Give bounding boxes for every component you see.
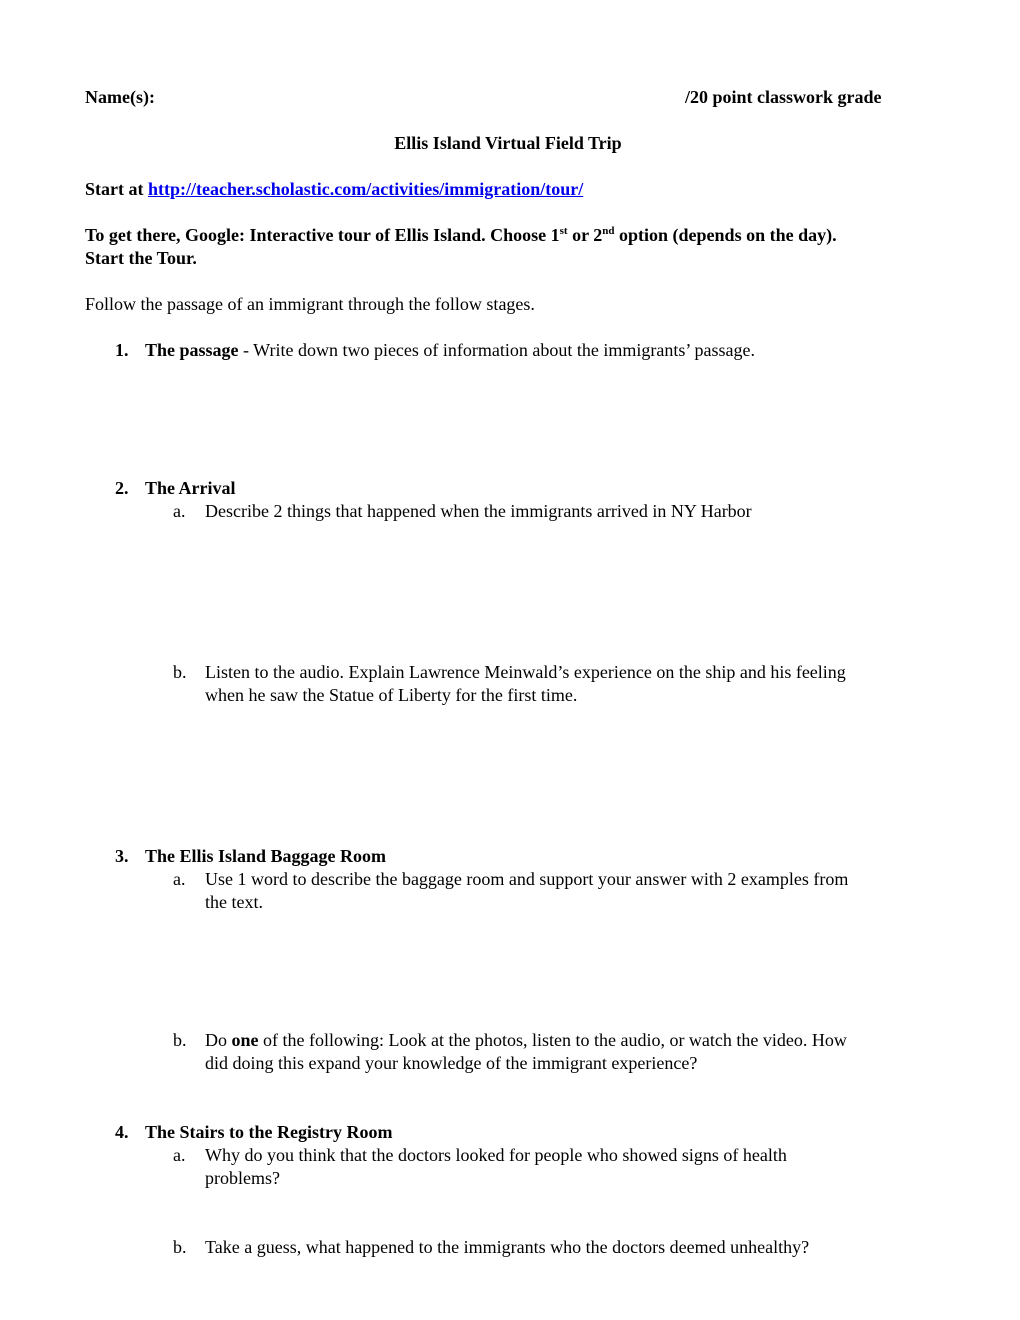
sub-text: Take a guess, what happened to the immigrants who the doctors deemed unhealthy? [205,1237,810,1257]
item-2b-continued: when he saw the Statue of Liberty for the first time. [205,685,578,705]
sub-text: of the following: Look at the photos, listen to the audio, or watch the video. How [258,1030,847,1050]
sub-text: Use 1 word to describe the baggage room and support your answer with 2 examples from [205,869,849,889]
item-2 [115,477,236,499]
item-4b [173,1236,809,1258]
page-title: Ellis Island Virtual Field Trip [394,133,622,153]
item-description: - Write down two pieces of information about the immigrants’ passage. [238,340,755,360]
sub-text-emphasis: one [231,1030,259,1050]
sub-text: Listen to the audio. Explain Lawrence Meinwald’s experience on the ship and his feeling [205,662,846,682]
sub-text-pre: Do [205,1030,232,1050]
instructions-text-3: option (depends on the day). [614,225,837,245]
item-4 [115,1121,392,1143]
item-number: 1. [115,340,129,360]
item-number: 3. [115,846,129,866]
item-4a [173,1144,787,1166]
item-title: The passage [145,340,239,360]
sub-letter: b. [173,1237,187,1257]
sub-letter: b. [173,662,187,682]
item-3a [173,868,848,890]
item-2a [173,500,752,522]
tour-link[interactable]: http://teacher.scholastic.com/activities/immigration/tour/ [147,179,584,199]
item-3b [173,1029,847,1051]
grade-label: /20 point classwork grade [685,87,882,107]
item-1 [115,339,755,361]
intro-text: Follow the passage of an immigrant through the follow stages. [85,294,535,314]
item-title: The Ellis Island Baggage Room [145,846,387,866]
sub-letter: a. [173,1145,186,1165]
sub-text: Why do you think that the doctors looked for people who showed signs of health [205,1145,787,1165]
sub-letter: a. [173,869,186,889]
instructions-line-1 [85,224,837,246]
item-title: The Arrival [145,478,236,498]
item-3 [115,845,386,867]
start-line [85,178,583,200]
ordinal-sup-1: st [559,225,568,237]
item-3b-continued: did doing this expand your knowledge of the immigrant experience? [205,1053,698,1073]
sub-letter: b. [173,1030,187,1050]
instructions-line-2: Start the Tour. [85,248,197,268]
item-number: 4. [115,1122,129,1142]
name-label: Name(s): [85,87,155,107]
sub-letter: a. [173,501,186,521]
ordinal-sup-2: nd [602,225,615,237]
start-prefix: Start at [85,179,148,199]
item-3a-continued: the text. [205,892,263,912]
instructions-text-2: or 2 [567,225,603,245]
item-2b [173,661,846,683]
item-4a-continued: problems? [205,1168,280,1188]
instructions-text-1: To get there, Google: Interactive tour of Ellis Island. Choose 1 [85,225,560,245]
sub-text: Describe 2 things that happened when the immigrants arrived in NY Harbor [205,501,752,521]
item-title: The Stairs to the Registry Room [145,1122,393,1142]
item-number: 2. [115,478,129,498]
